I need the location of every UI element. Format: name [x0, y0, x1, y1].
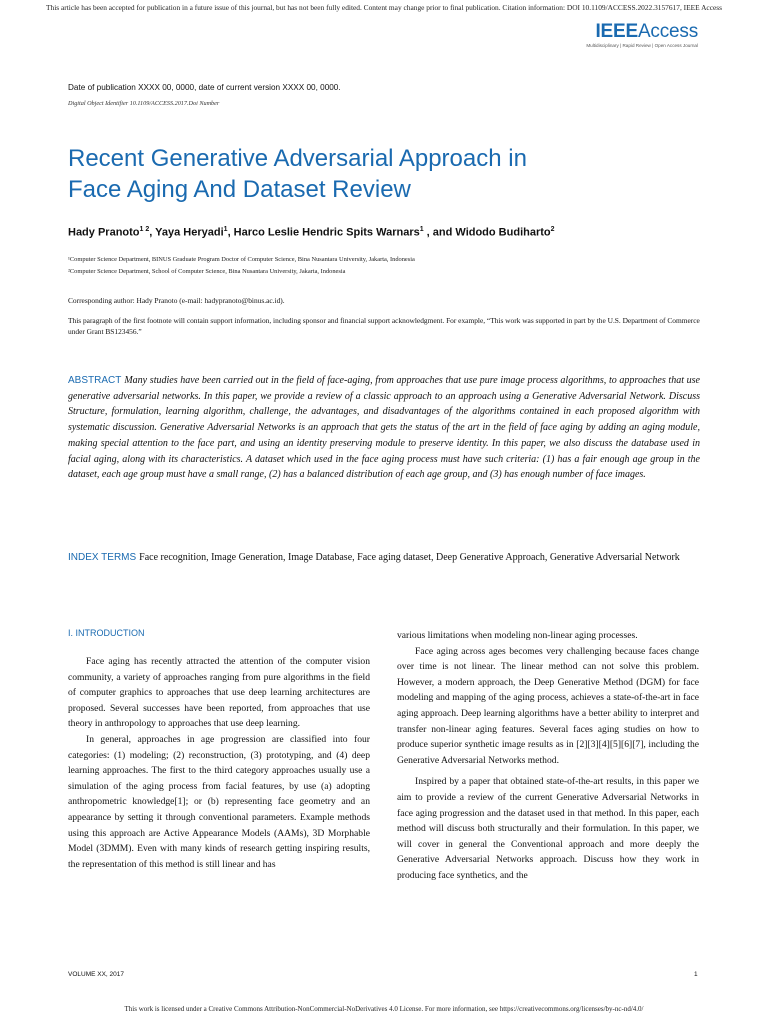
logo-bold-text: IEEE — [595, 21, 638, 42]
abstract-text: Many studies have been carried out in the field of face-aging, from approaches that use pure image process algorithms, to approaches that use generative adversarial networks. In this paper, we provide a review of a classic approach to an approach using a Generative Adversarial Network. Discuss Structure, formulation, learning algorithm, challenge, the advantages, and disadvantages of the algorithms contained in each proposed algorithm with systematic discussion. Generative Adversarial Networks is an approach that gets the status of the art in the field of face aging by adding an aging module, making special attention to the face part, and using an identity preserving module to preserve identity. In this paper, we also discuss the database used in facial aging, along with its characteristics. A dataset which used in the face aging process must have such criteria: (1) has a fair enough age group in the dataset, each age group must have a small range, (2) has a balanced distribution of each age group, and (3) has enough number of face images. — [68, 375, 700, 481]
abstract — [68, 373, 700, 483]
first-footnote: This paragraph of the first footnote will contain support information, including sponsor and financial support acknowledgment. For example, “This work was supported in part by the U.S. Department of Commerce under Grant BS123456.” — [68, 316, 700, 336]
author-1: Hady Pranoto — [68, 226, 140, 239]
ieee-access-logo — [586, 22, 698, 48]
abstract-heading: ABSTRACT — [68, 375, 122, 386]
logo-regular-text: Access — [637, 21, 698, 42]
paper-title — [68, 143, 708, 205]
index-terms — [68, 550, 700, 566]
author-list — [68, 222, 708, 241]
index-terms-heading: INDEX TERMS — [68, 552, 137, 563]
logo-tagline: Multidisciplinary | Rapid Review | Open Access Journal — [586, 43, 698, 48]
title-line-1: Recent Generative Adversarial Approach in — [68, 145, 527, 172]
author-4-sup: 2 — [550, 226, 555, 233]
index-terms-text: Face recognition, Image Generation, Image Database, Face aging dataset, Deep Generative Approach, Generative Adversarial Network — [139, 552, 680, 563]
intro-paragraph-1: Face aging has recently attracted the attention of the computer vision community, a variety of approaches ranging from pure algorithms in the field of computer graphics to approaches that use deep learning architectures are proposed. Several successes have been reported, from approaches that use theory in anthropology to approaches that use deep learning. — [68, 656, 370, 730]
title-line-2: Face Aging And Dataset Review — [68, 176, 411, 203]
author-3: , Harco Leslie Hendric Spits Warnars — [227, 226, 420, 239]
intro-paragraph-2: In general, approaches in age progression are classified into four categories: (1) modeling; (2) reconstruction, (3) prototyping, and (4) deep learning approaches. The first to the third category approaches usually use a simulation of the aging process from facial features, by use (a) adopting anthropometric knowledge[1]; or (b) representing face geometry and an appearance by setting it through conventional parameters. Example methods using this approach are Active Appearance Models (AAMs), 3D Morphable Model (3DMM). Even with many kinds of research getting inspiring results, the representation of this method is still linear and has — [68, 733, 370, 870]
affiliation-2: ²Computer Science Department, School of Computer Science, Bina Nusantara University, Jakarta, Indonesia — [68, 268, 346, 275]
top-notice: This article has been accepted for publication in a future issue of this journal, but has not been fully edited. Content may change prior to final publication. Citation information: DOI 10.1109/ACCESS.2022.3157617, IEEE Access — [45, 3, 723, 12]
right-column — [397, 628, 699, 884]
author-2-sup: 1 — [223, 226, 228, 233]
license-notice: This work is licensed under a Creative Commons Attribution-NonCommercial-NoDerivatives 4.0 License. For more information, see https://creativecommons.org/licenses/by-nc-nd/4.0/ — [124, 1005, 644, 1013]
intro-paragraph-3: Face aging across ages becomes very challenging because faces change over time is not linear. The linear method can not solve this problem. However, a modern approach, the Deep Generative Method (DGM) for face modeling and mapping of the aging process, achieves a state-of-the-art in face aging approach. Deep learning algorithms have a better ability to interpret and transfer non-linear aging features. Several faces aging studies on how to produce superior synthetic image results as in [2][3][4][5][6][7], including the Generative Adversarial Networks method. — [397, 645, 699, 766]
doi-line: Digital Object Identifier 10.1109/ACCESS.2017.Doi Number — [68, 100, 220, 107]
publication-date: Date of publication XXXX 00, 0000, date of current version XXXX 00, 0000. — [68, 83, 341, 92]
introduction-heading: I. INTRODUCTION — [68, 628, 145, 638]
footer-page-number: 1 — [694, 971, 698, 978]
author-2: , Yaya Heryadi — [149, 226, 224, 239]
affiliation-1: ¹Computer Science Department, BINUS Graduate Program Doctor of Computer Science, Bina Nusantara University, Jakarta, Indonesia — [68, 256, 415, 263]
intro-paragraph-continued: various limitations when modeling non-linear aging processes. — [397, 630, 638, 641]
left-column — [68, 654, 370, 872]
author-4: , and Widodo Budiharto — [423, 226, 551, 239]
author-1-sup: 1 2 — [139, 226, 150, 233]
footer-volume: VOLUME XX, 2017 — [68, 971, 124, 978]
author-3-sup: 1 — [419, 226, 424, 233]
corresponding-author: Corresponding author: Hady Pranoto (e-mail: hadypranoto@binus.ac.id). — [68, 296, 285, 305]
intro-paragraph-4: Inspired by a paper that obtained state-of-the-art results, in this paper we aim to provide a review of the current Generative Adversarial Networks in face aging progression and the dataset used in that method. In this paper, each method will discuss both structurally and their formulation. In this paper, we will cover in general the Conventional approach and more deeply the Generative Adversarial Networks approach. Discuss how they work in producing face synthetics, and the — [397, 776, 699, 881]
